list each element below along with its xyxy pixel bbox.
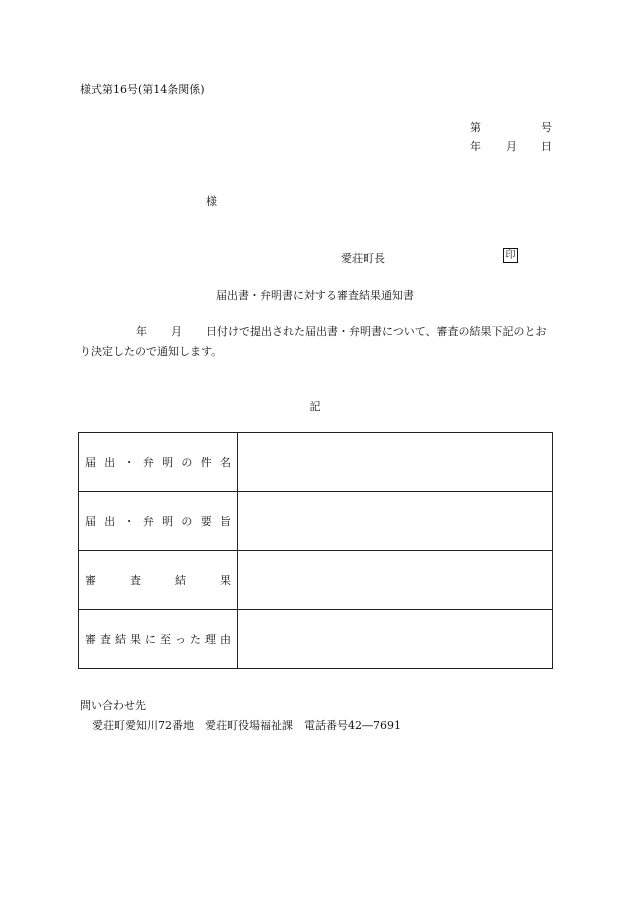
- row-value: [238, 551, 553, 610]
- body-month: 月: [171, 325, 182, 338]
- sender-name: 愛荘町長: [341, 252, 385, 265]
- table-row: [79, 492, 553, 551]
- number-suffix: 号: [541, 121, 552, 134]
- date-day: 日: [541, 140, 552, 153]
- row-label-text: 届 出 ・ 弁 明 の 件 名: [85, 456, 231, 469]
- body-text: 日付けで提出された届出書・弁明書について、審査の結果下記のとおり決定したので通知します。: [80, 325, 547, 358]
- row-label: [79, 492, 238, 551]
- row-label: [79, 610, 238, 669]
- date-year: 年: [470, 140, 481, 153]
- row-label-text: 届 出 ・ 弁 明 の 要 旨: [85, 515, 231, 528]
- contact-title: 問い合わせ先: [80, 699, 146, 712]
- form-number: 様式第16号(第14条関係): [80, 83, 205, 96]
- body-year: 年: [136, 325, 147, 338]
- date-month: 月: [506, 140, 517, 153]
- addressee-honorific: 様: [206, 195, 217, 208]
- body-paragraph: [80, 322, 555, 362]
- seal-stamp: 印: [503, 248, 518, 263]
- table-row: [79, 433, 553, 492]
- table-row: [79, 610, 553, 669]
- row-value: [238, 610, 553, 669]
- row-value: [238, 433, 553, 492]
- row-label-text: 審 査 結 果 に 至 っ た 理 由: [85, 633, 231, 646]
- result-table: [78, 432, 553, 669]
- table-row: [79, 551, 553, 610]
- row-label: [79, 433, 238, 492]
- row-label-text: 審 査 結 果: [85, 574, 231, 587]
- number-prefix: 第: [470, 121, 481, 134]
- row-label: [79, 551, 238, 610]
- contact-detail: 愛荘町愛知川72番地 愛荘町役場福祉課 電話番号42―7691: [92, 719, 401, 732]
- document-title: 届出書・弁明書に対する審査結果通知書: [216, 289, 414, 302]
- ki-heading: 記: [309, 400, 321, 413]
- row-value: [238, 492, 553, 551]
